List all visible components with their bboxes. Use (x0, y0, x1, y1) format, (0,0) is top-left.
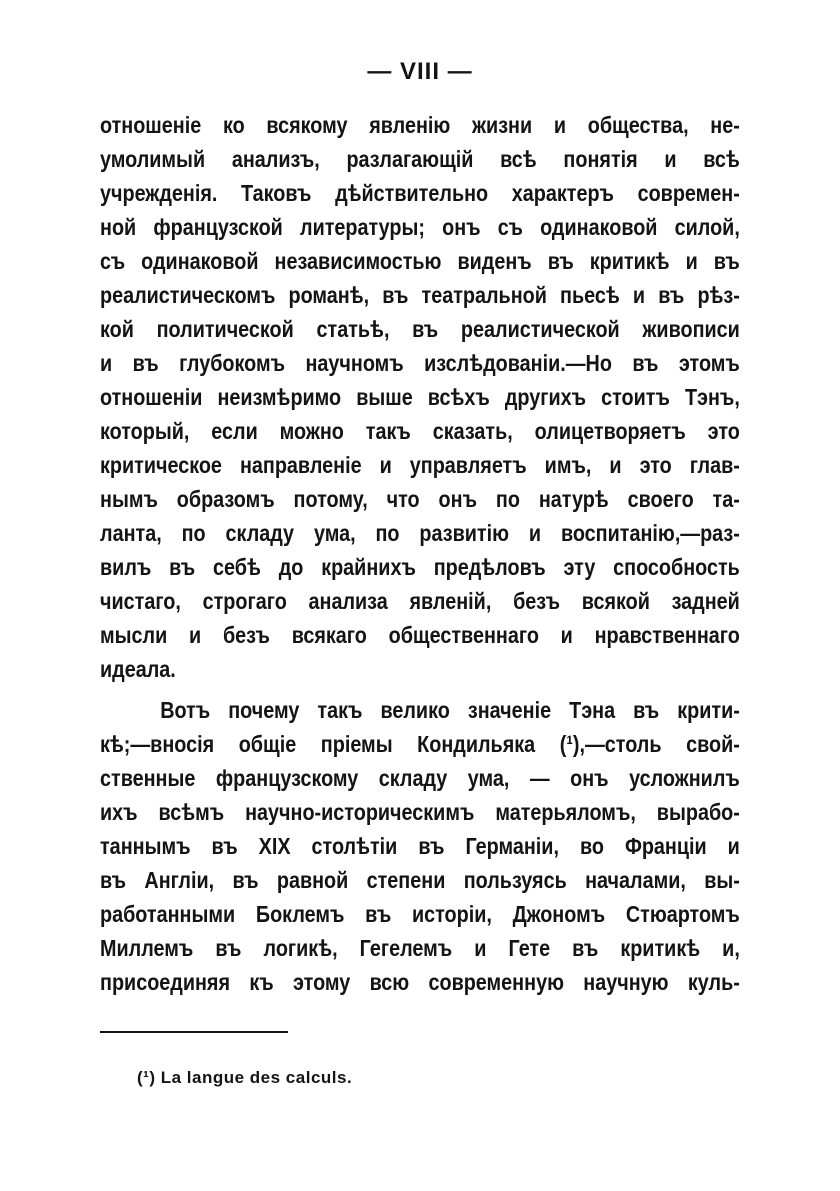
text-line: работанными Боклемъ въ исторіи, Джономъ Стюартомъ (100, 901, 740, 927)
text-line: вилъ въ себѣ до крайнихъ предѣловъ эту способность (100, 554, 740, 580)
footnote-marker: (¹) (137, 1068, 156, 1087)
text-line: Миллемъ въ логикѣ, Гегелемъ и Гете въ критикѣ и, (100, 935, 740, 961)
text-line: критическое направленіе и управляетъ имъ, и это глав- (100, 452, 740, 478)
text-line: ихъ всѣмъ научно-историческимъ матерьяломъ, вырабо- (100, 799, 740, 825)
text-line: чистаго, строгаго анализа явленій, безъ всякой задней (100, 588, 740, 614)
text-line: кой политической статьѣ, въ реалистической живописи (100, 316, 740, 342)
text-line: мысли и безъ всякаго общественнаго и нравственнаго (100, 622, 740, 648)
paragraph-2 (100, 693, 740, 999)
text-line: ной французской литературы; онъ съ одинаковой силой, (100, 214, 740, 240)
text-line: учрежденія. Таковъ дѣйствительно характеръ современ- (100, 180, 740, 206)
text-line: умолимый анализъ, разлагающій всѣ понятія и всѣ (100, 146, 740, 172)
text-line: ланта, по складу ума, по развитію и воспитанію,—раз- (100, 520, 740, 546)
text-line: кѣ;—вносія общіе пріемы Кондильяка (¹),—столь свой- (100, 731, 740, 757)
text-line: реалистическомъ романѣ, въ театральной пьесѣ и въ рѣз- (100, 282, 740, 308)
text-line: нымъ образомъ потому, что онъ по натурѣ своего та- (100, 486, 740, 512)
footnote-text: La langue des calculs. (160, 1068, 353, 1087)
text-line: въ Англіи, въ равной степени пользуясь началами, вы- (100, 867, 740, 893)
text-line: отношеніи неизмѣримо выше всѣхъ другихъ стоитъ Тэнъ, (100, 384, 740, 410)
text-line: идеала. (100, 656, 176, 682)
text-line: съ одинаковой независимостью виденъ въ критикѣ и въ (100, 248, 740, 274)
text-line: Вотъ почему такъ велико значеніе Тэна въ крити- (160, 697, 740, 723)
text-line: ственные французскому складу ума, — онъ усложнилъ (100, 765, 740, 791)
text-line: который, если можно такъ сказать, олицетворяетъ это (100, 418, 740, 444)
text-line: отношеніе ко всякому явленію жизни и общества, не- (100, 112, 740, 138)
footnote-divider (100, 1031, 288, 1033)
text-line: таннымъ въ XIX столѣтіи въ Германіи, во Франціи и (100, 833, 740, 859)
footnote (137, 1068, 352, 1088)
page-header: — VIII — (367, 58, 473, 85)
text-line: и въ глубокомъ научномъ изслѣдованіи.—Но въ этомъ (100, 350, 740, 376)
text-line: присоединяя къ этому всю современную научную куль- (100, 969, 740, 995)
paragraph-1 (100, 108, 740, 686)
